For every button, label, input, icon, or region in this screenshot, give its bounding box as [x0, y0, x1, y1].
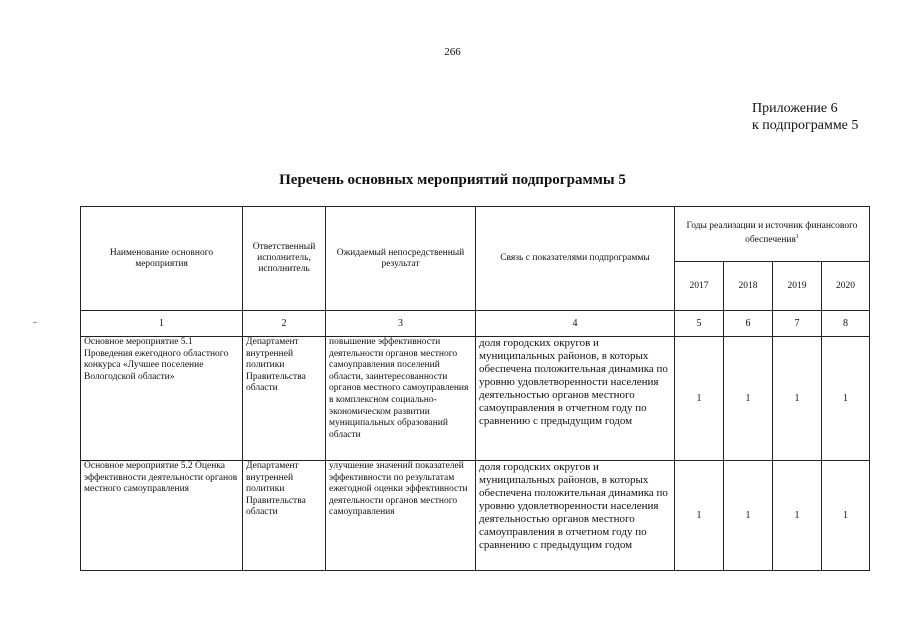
header-executor: Ответственный исполнитель, исполнитель: [243, 207, 326, 311]
column-number: 1: [81, 311, 243, 337]
appendix-caption: [752, 100, 858, 134]
column-number: 7: [773, 311, 822, 337]
value-2020: 1: [822, 461, 870, 571]
header-years-group-text: Годы реализации и источник финансового обеспечения: [686, 221, 858, 246]
header-year-2017: 2017: [675, 262, 724, 311]
value-2019: 1: [773, 461, 822, 571]
column-number: 3: [326, 311, 476, 337]
page-number: 266: [444, 46, 461, 58]
appendix-line-1: Приложение 6: [752, 101, 838, 116]
header-year-2020: 2020: [822, 262, 870, 311]
column-numbers-row: [81, 311, 870, 337]
header-years-group: [675, 207, 870, 262]
measure-name: Основное мероприятие 5.2 Оценка эффективности деятельности органов местного самоуправления: [81, 461, 243, 571]
document-title: Перечень основных мероприятий подпрограммы 5: [279, 172, 626, 188]
value-2018: 1: [724, 461, 773, 571]
header-row: [81, 207, 870, 262]
value-2017: 1: [675, 337, 724, 461]
measure-indicator-link: доля городских округов и муниципальных районов, в которых обеспечена положительная динамика по уровню удовлетворенности населения деятельностью органов местного самоуправления в отчетном году по сравнению с предыдущим годом: [476, 337, 675, 461]
measure-executor: Департамент внутренней политики Правительства области: [243, 461, 326, 571]
value-2019: 1: [773, 337, 822, 461]
column-number: 8: [822, 311, 870, 337]
column-number: 6: [724, 311, 773, 337]
header-name: Наименование основного мероприятия: [81, 207, 243, 311]
column-number: 4: [476, 311, 675, 337]
scan-mark: [33, 322, 37, 323]
header-year-2019: 2019: [773, 262, 822, 311]
value-2018: 1: [724, 337, 773, 461]
table-row: [81, 337, 870, 461]
column-number: 2: [243, 311, 326, 337]
measures-table: [80, 206, 870, 571]
measure-result: улучшение значений показателей эффективности по результатам ежегодной оценки эффективности деятельности органов местного самоуправления: [326, 461, 476, 571]
measure-executor: Департамент внутренней политики Правительства области: [243, 337, 326, 461]
footnote-mark: 1: [795, 234, 799, 241]
value-2017: 1: [675, 461, 724, 571]
measure-result: повышение эффективности деятельности органов местного самоуправления поселений области, заинтересованности органов местного самоуправления в комплексном социально-экономическом развитии муниципальных образований области: [326, 337, 476, 461]
column-number: 5: [675, 311, 724, 337]
value-2020: 1: [822, 337, 870, 461]
header-year-2018: 2018: [724, 262, 773, 311]
appendix-line-2: к подпрограмме 5: [752, 118, 859, 133]
header-result: Ожидаемый непосредственный результат: [326, 207, 476, 311]
measure-name: Основное мероприятие 5.1 Проведения ежегодного областного конкурса «Лучшее поселение Вологодской области»: [81, 337, 243, 461]
measure-indicator-link: доля городских округов и муниципальных районов, в которых обеспечена положительная динамика по уровню удовлетворенности населения деятельностью органов местного самоуправления в отчетном году по сравнению с предыдущим годом: [476, 461, 675, 571]
table-row: [81, 461, 870, 571]
header-link: Связь с показателями подпрограммы: [476, 207, 675, 311]
